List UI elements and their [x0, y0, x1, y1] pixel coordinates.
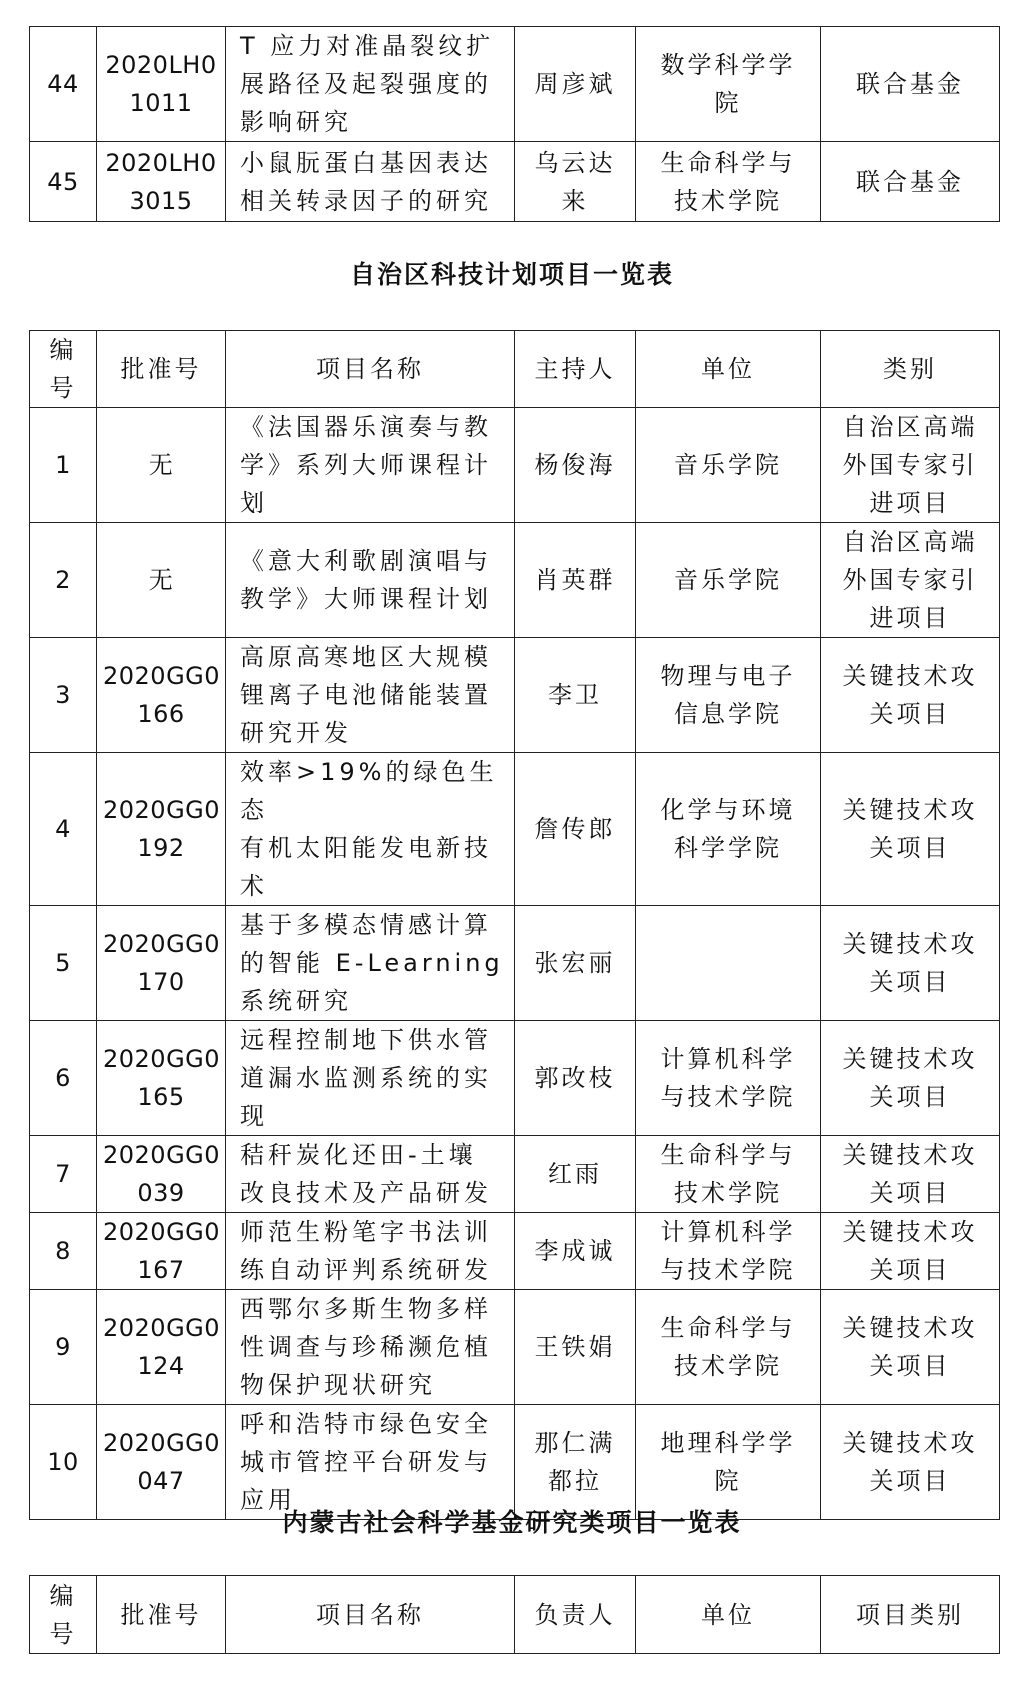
- row-number: 7: [30, 1136, 97, 1213]
- project-leader: 王铁娟: [515, 1290, 636, 1405]
- project-leader: 周彦斌: [515, 27, 636, 142]
- table-row: [30, 753, 1000, 906]
- header-approval: 批准号: [97, 331, 226, 408]
- project-unit: [636, 906, 821, 1021]
- project-leader: 杨俊海: [515, 408, 636, 523]
- project-unit: 生命科学与 技术学院: [636, 1290, 821, 1405]
- project-leader: 乌云达 来: [515, 142, 636, 222]
- project-name: 高原高寒地区大规模 锂离子电池储能装置 研究开发: [226, 638, 515, 753]
- header-approval: 批准号: [97, 1576, 226, 1654]
- project-category: 关键技术攻 关项目: [821, 1405, 1000, 1520]
- approval-number: 2020GG0 047: [97, 1405, 226, 1520]
- row-number: 8: [30, 1213, 97, 1290]
- approval-number: 2020GG0 166: [97, 638, 226, 753]
- project-unit: 数学科学学 院: [636, 27, 821, 142]
- project-name: 师范生粉笔字书法训 练自动评判系统研发: [226, 1213, 515, 1290]
- project-name: 《意大利歌剧演唱与 教学》大师课程计划: [226, 523, 515, 638]
- row-number: 5: [30, 906, 97, 1021]
- header-name: 项目名称: [226, 331, 515, 408]
- project-name: 《法国器乐演奏与教 学》系列大师课程计 划: [226, 408, 515, 523]
- approval-number: 无: [97, 523, 226, 638]
- project-category: 自治区高端 外国专家引 进项目: [821, 523, 1000, 638]
- header-unit: 单位: [636, 1576, 821, 1654]
- project-unit: 音乐学院: [636, 408, 821, 523]
- header-leader: 主持人: [515, 331, 636, 408]
- header-number: 编 号: [30, 331, 97, 408]
- header-unit: 单位: [636, 331, 821, 408]
- project-category: 关键技术攻 关项目: [821, 1290, 1000, 1405]
- project-leader: 李成诚: [515, 1213, 636, 1290]
- header-name: 项目名称: [226, 1576, 515, 1654]
- project-category: 关键技术攻 关项目: [821, 1136, 1000, 1213]
- project-unit: 生命科学与 技术学院: [636, 142, 821, 222]
- row-number: 9: [30, 1290, 97, 1405]
- row-number: 6: [30, 1021, 97, 1136]
- project-leader: 李卫: [515, 638, 636, 753]
- project-category: 联合基金: [821, 27, 1000, 142]
- approval-number: 2020GG0 167: [97, 1213, 226, 1290]
- project-unit: 计算机科学 与技术学院: [636, 1021, 821, 1136]
- table-row: [30, 638, 1000, 753]
- project-leader: 郭改枝: [515, 1021, 636, 1136]
- approval-number: 2020LH0 3015: [97, 142, 226, 222]
- project-unit: 生命科学与 技术学院: [636, 1136, 821, 1213]
- table-row: [30, 1136, 1000, 1213]
- project-category: 关键技术攻 关项目: [821, 906, 1000, 1021]
- project-category: 关键技术攻 关项目: [821, 1213, 1000, 1290]
- project-leader: 詹传郎: [515, 753, 636, 906]
- regional-projects-table: [29, 330, 1000, 1520]
- approval-number: 2020GG0 165: [97, 1021, 226, 1136]
- section-title-regional-projects: 自治区科技计划项目一览表: [349, 260, 674, 289]
- project-category: 自治区高端 外国专家引 进项目: [821, 408, 1000, 523]
- project-unit: 计算机科学 与技术学院: [636, 1213, 821, 1290]
- continued-projects-table: [29, 26, 1000, 222]
- project-leader: 张宏丽: [515, 906, 636, 1021]
- table-row: [30, 408, 1000, 523]
- project-name: 西鄂尔多斯生物多样 性调查与珍稀濒危植 物保护现状研究: [226, 1290, 515, 1405]
- table-row: [30, 523, 1000, 638]
- section-title-social-science-projects: 内蒙古社会科学基金研究类项目一览表: [282, 1508, 742, 1537]
- approval-number: 2020GG0 039: [97, 1136, 226, 1213]
- project-category: 关键技术攻 关项目: [821, 753, 1000, 906]
- project-category: 关键技术攻 关项目: [821, 1021, 1000, 1136]
- table-row: [30, 142, 1000, 222]
- project-category: 联合基金: [821, 142, 1000, 222]
- project-name: T 应力对准晶裂纹扩 展路径及起裂强度的 影响研究: [226, 27, 515, 142]
- project-leader: 那仁满 都拉: [515, 1405, 636, 1520]
- header-number: 编 号: [30, 1576, 97, 1654]
- header-category: 项目类别: [821, 1576, 1000, 1654]
- approval-number: 无: [97, 408, 226, 523]
- table-row: [30, 1021, 1000, 1136]
- project-unit: 音乐学院: [636, 523, 821, 638]
- project-name: 基于多模态情感计算 的智能 E-Learning 系统研究: [226, 906, 515, 1021]
- approval-number: 2020GG0 124: [97, 1290, 226, 1405]
- row-number: 44: [30, 27, 97, 142]
- project-name: 呼和浩特市绿色安全 城市管控平台研发与 应用: [226, 1405, 515, 1520]
- table-row: [30, 906, 1000, 1021]
- approval-number: 2020GG0 170: [97, 906, 226, 1021]
- project-name: 远程控制地下供水管 道漏水监测系统的实 现: [226, 1021, 515, 1136]
- project-unit: 物理与电子 信息学院: [636, 638, 821, 753]
- row-number: 1: [30, 408, 97, 523]
- table-row: [30, 1213, 1000, 1290]
- row-number: 4: [30, 753, 97, 906]
- social-science-projects-table: [29, 1575, 1000, 1654]
- project-name: 效率>19%的绿色生态 有机太阳能发电新技 术: [226, 753, 515, 906]
- table-row: [30, 27, 1000, 142]
- project-unit: 化学与环境 科学学院: [636, 753, 821, 906]
- approval-number: 2020GG0 192: [97, 753, 226, 906]
- project-name: 小鼠朊蛋白基因表达 相关转录因子的研究: [226, 142, 515, 222]
- project-unit: 地理科学学 院: [636, 1405, 821, 1520]
- table-header-row: [30, 331, 1000, 408]
- project-name: 秸秆炭化还田-土壤 改良技术及产品研发: [226, 1136, 515, 1213]
- project-leader: 肖英群: [515, 523, 636, 638]
- row-number: 10: [30, 1405, 97, 1520]
- table-row: [30, 1290, 1000, 1405]
- header-category: 类别: [821, 331, 1000, 408]
- table-header-row: [30, 1576, 1000, 1654]
- header-leader: 负责人: [515, 1576, 636, 1654]
- row-number: 45: [30, 142, 97, 222]
- project-leader: 红雨: [515, 1136, 636, 1213]
- approval-number: 2020LH0 1011: [97, 27, 226, 142]
- row-number: 3: [30, 638, 97, 753]
- project-category: 关键技术攻 关项目: [821, 638, 1000, 753]
- row-number: 2: [30, 523, 97, 638]
